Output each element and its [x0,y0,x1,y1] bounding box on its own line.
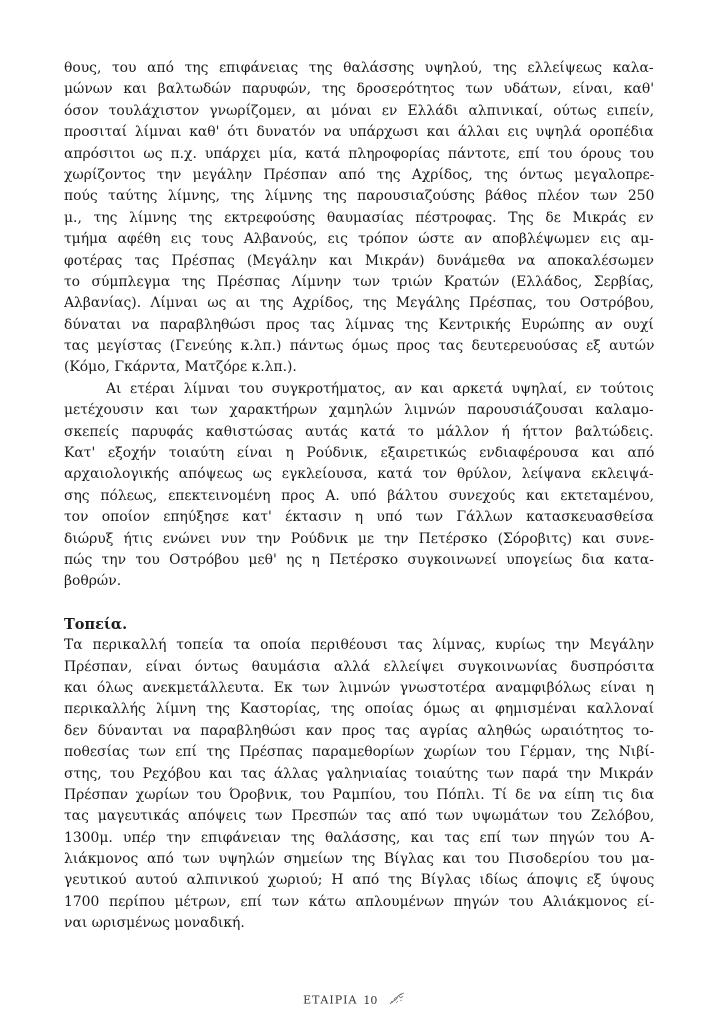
text-line: τμήμα αφέθη εις τους Αλβανούς, εις τρόπον ώστε αν αποβλέψωμεν εις αμ- [64,231,654,248]
text-line: θους, του από της επιφάνειας της θαλάσσης υψηλού, της ελλείψεως καλα- [64,60,654,76]
text-line: πούς ταύτης λίμνης, της λίμνης της παρουσιαζούσης βάθος πλέον των 250 [64,188,655,205]
text-line: μετέχουσιν και των χαρακτήρων χαμηλών λιμνών παρουσιάζουσαι καλαμο- [64,402,654,419]
paragraph-3 [64,635,654,934]
text-line: προσιταί λίμναι καθ' ότι δυνατόν να υπάρχωσι και άλλαι εις υψηλά οροπέδια [64,124,654,141]
text-line: διώρυξ ήτις ενώνει νυν την Ρούδνικ με την Πετέρσκο (Σόροβιτς) και συνε- [64,530,654,547]
text-line: 1300μ. υπέρ την επιφάνειαν της θαλάσσης, και τας επί των πηγών του Α- [64,829,655,846]
text-line: και όλως ανεκμετάλλευτα. Εκ των λιμνών γνωστοτέρα αναμφιβόλως είναι η [64,679,654,696]
text-line: μώνων και βαλτωδών παρυφών, της δροσερότητος των υδάτων, είναι, καθ' [64,81,655,98]
text-line: Κατ' εξοχήν τοιαύτη είναι η Ρούδνικ, εξαιρετικώς ενδιαφέρουσα και από [64,445,655,462]
text-line: δύναται να παραβληθώσι προς τας λίμνας της Κεντρικής Ευρώπης αν ουχί [64,316,654,333]
text-line: μ., της λίμνης της εκτρεφούσης θαυμασίας πέστροφας. Της δε Μικράς εν [64,209,654,226]
text-line: δεν δύνανται να παραβληθώσι καν προς τας αγρίας αληθώς ωραιότητος το- [64,722,654,739]
page-footer [0,992,709,1009]
section-gap [64,593,654,614]
text-line: Αλβανίας). Λίμναι ως αι της Αχρίδος, της Μεγάλης Πρέσπας, του Οστρόβου, [64,295,655,312]
text-line: (Κόμο, Γκάρντα, Ματζόρε κ.λπ.). [64,359,297,376]
text-line: όσον τουλάχιστον γνωρίζομεν, αι μόναι εν Ελλάδι αλπινικαί, ούτως ειπείν, [64,102,655,119]
section-heading: Τοπεία. [64,615,128,633]
text-line: 1700 περίπου μέτρων, επί των κάτω απλουμένων πηγών του Αλιάκμονος εί- [64,893,655,910]
text-line: το σύμπλεγμα της Πρέσπας Λίμνην των τριών Κρατών (Ελλάδος, Σερβίας, [64,273,654,290]
text-line: πώς την του Οστρόβου μεθ' ης η Πετέρσκο συγκοινωνεί υπογείως δια κατα- [64,551,654,568]
text-line: απρόσιτοι ως π.χ. υπάρχει μία, κατά πληροφορίας πάντοτε, επί του όρους του [64,145,654,162]
text-line: Πρέσπαν χωρίων του Όροβνικ, του Ραμπίου, του Πόπλι. Τί δε να είπη τις δια [64,786,655,803]
text-line: γευτικού αυτού αλπινικού χωριού; Η από της Βίγλας ιδίως άποψις εξ ύψους [64,872,655,889]
text-line: φοτέρας τας Πρέσπας (Μεγάλην και Μικράν) δυνάμεθα να αποκαλέσωμεν [64,252,654,269]
text-line: σης πόλεως, επεκτεινομένη προς Α. υπό βάλτου συνεχούς και εκτεταμένου, [64,487,654,504]
body-text [64,58,654,935]
text-line: χωρίζοντος την μεγάλην Πρέσπαν από της Αχρίδος, της όντως μεγαλοπρε- [64,166,655,183]
text-line: Πρέσπαν, είναι όντως θαυμάσια αλλά ελλείψει συγκοινωνίας δυσπρόσιτα [64,658,655,675]
text-line: τας μεγίστας (Γενεύης κ.λπ.) πάντως όμως προς τας δευτερευούσας εξ αυτών [64,338,655,355]
paragraph-2 [64,379,654,593]
text-line: Τα περικαλλή τοπεία τα οποία περιθέουσι τας λίμνας, κυρίως την Μεγάλην [64,637,655,654]
footer-label: ΕΤΑΙΡΙΑ [303,993,358,1007]
paragraph-1 [64,58,654,379]
text-line: αρχαιολογικής απόψεως ως εγκλείουσα, κατά τον θρύλον, λείψανα εκλειψά- [64,466,654,483]
page-number: 10 [363,993,378,1007]
text-line: ναι ωρισμένως μοναδική. [64,915,245,932]
text-line: σκεπείς παρυφάς καθιστώσας αυτάς κατά το μάλλον ή ήττον βαλτώδεις. [64,423,654,440]
text-line: λιάκμονος από των υψηλών σημείων της Βίγλας και του Πισοδερίου του μα- [64,851,655,868]
text-line: Αι ετέραι λίμναι του συγκροτήματος, αν και αρκετά υψηλαί, εν τούτοις [106,380,654,397]
text-line: ποθεσίας των επί της Πρέσπας παραμεθορίων χωρίων του Γέρμαν, της Νιβί- [64,744,655,761]
text-line: τας μαγευτικάς απόψεις των Πρεσπών τας από των υψωμάτων του Ζελόβου, [64,808,655,825]
text-line: στης, του Ρεχόβου και τας άλλας γαληνιαίας τοιαύτης των παρά την Μικράν [64,765,654,782]
text-line: βοθρών. [64,573,122,590]
text-line: περικαλλής λίμνη της Καστορίας, της οποίας όμως αι φημισμέναι καλλοναί [64,701,655,718]
floral-ornament-icon [388,992,406,1009]
text-line: τον οποίον επηύξησε κατ' έκτασιν η υπό των Γάλλων κατασκευασθείσα [64,509,654,526]
